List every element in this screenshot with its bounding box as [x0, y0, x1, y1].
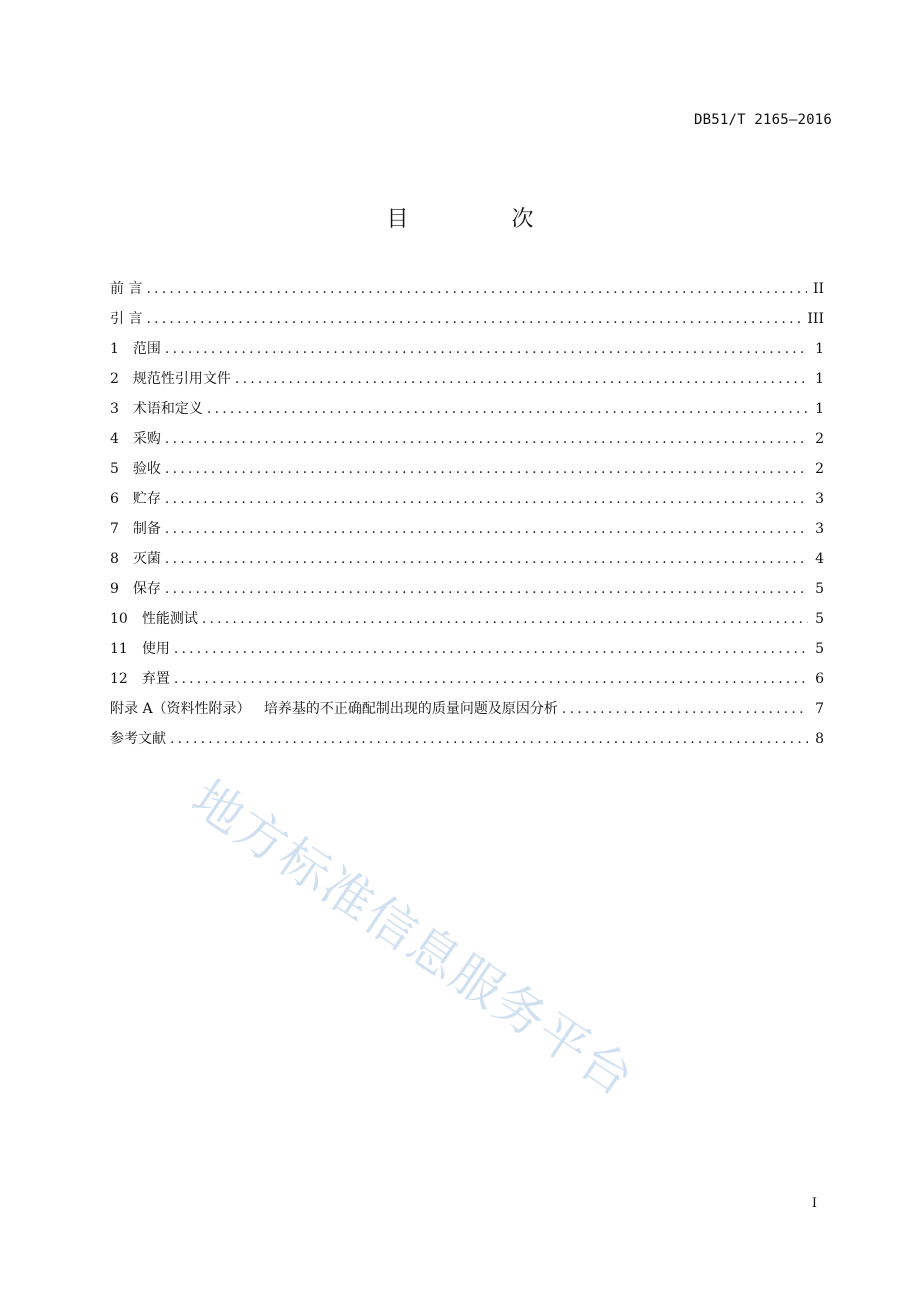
- toc-leader-dots: [146, 278, 806, 300]
- toc-leader-dots: [562, 698, 808, 720]
- toc-entry-number: 12: [110, 671, 128, 687]
- toc-entry-number: 9: [110, 581, 119, 597]
- toc-leader-dots: [170, 728, 808, 750]
- toc-leader-dots: [146, 308, 801, 330]
- page-number: I: [811, 1196, 817, 1211]
- toc-entry-page: 5: [815, 611, 824, 627]
- toc-entry-label: 使用: [141, 641, 170, 657]
- toc-entry-9[interactable]: [110, 578, 824, 608]
- toc-entry-page: II: [812, 281, 824, 297]
- toc-entry-11[interactable]: [110, 638, 824, 668]
- toc-leader-dots: [165, 458, 808, 480]
- toc-leader-dots: [165, 488, 808, 510]
- toc-leader-dots: [207, 398, 808, 420]
- toc-entry-page: 1: [815, 401, 824, 417]
- toc-entry-label: 规范性引用文件: [132, 371, 231, 387]
- toc-entry-page: 2: [815, 461, 824, 477]
- toc-entry-page: 1: [815, 341, 824, 357]
- toc-entry-number: 10: [110, 611, 128, 627]
- toc-entry-label: 制备: [132, 521, 161, 537]
- toc-entry-page: 8: [815, 731, 824, 747]
- toc-entry-number: 5: [110, 461, 119, 477]
- toc-entry-page: 6: [815, 671, 824, 687]
- toc-entry-label: 贮存: [132, 491, 161, 507]
- toc-leader-dots: [165, 428, 808, 450]
- toc-entry-label: 参考文献: [110, 731, 166, 747]
- toc-entry-page: 5: [815, 581, 824, 597]
- toc-entry-page: 4: [815, 551, 824, 567]
- toc-leader-dots: [235, 368, 808, 390]
- toc-leader-dots: [174, 668, 808, 690]
- table-of-contents: [110, 278, 824, 758]
- toc-entry-3[interactable]: [110, 398, 824, 428]
- toc-entry-label: 采购: [132, 431, 161, 447]
- toc-entry-references[interactable]: [110, 728, 824, 758]
- toc-entry-page: 7: [815, 701, 824, 717]
- toc-entry-label: 性能测试: [141, 611, 198, 627]
- toc-entry-number: 3: [110, 401, 119, 417]
- toc-entry-label: 附录 A（资料性附录） 培养基的不正确配制出现的质量问题及原因分析: [110, 701, 558, 717]
- toc-entry-page: 2: [815, 431, 824, 447]
- toc-entry-page: 1: [815, 371, 824, 387]
- toc-entry-4[interactable]: [110, 428, 824, 458]
- toc-entry-7[interactable]: [110, 518, 824, 548]
- toc-entry-number: 2: [110, 371, 119, 387]
- toc-entry-label: 验收: [132, 461, 161, 477]
- standard-code: DB51/T 2165—2016: [693, 112, 832, 128]
- toc-entry-6[interactable]: [110, 488, 824, 518]
- toc-entry-preface[interactable]: [110, 278, 824, 308]
- toc-leader-dots: [202, 608, 808, 630]
- toc-entry-number: 4: [110, 431, 119, 447]
- toc-entry-label: 术语和定义: [132, 401, 203, 417]
- toc-entry-page: 5: [815, 641, 824, 657]
- toc-entry-label: 引 言: [110, 311, 143, 327]
- toc-entry-label: 弃置: [141, 671, 170, 687]
- toc-entry-12[interactable]: [110, 668, 824, 698]
- toc-leader-dots: [174, 638, 808, 660]
- toc-entry-page: 3: [815, 491, 824, 507]
- toc-entry-5[interactable]: [110, 458, 824, 488]
- toc-entry-number: 1: [110, 341, 119, 357]
- toc-leader-dots: [165, 578, 808, 600]
- toc-entry-number: 8: [110, 551, 119, 567]
- toc-entry-8[interactable]: [110, 548, 824, 578]
- toc-entry-number: 11: [110, 641, 128, 657]
- watermark: 地方标准信息服务平台: [181, 769, 645, 1108]
- toc-entry-1[interactable]: [110, 338, 824, 368]
- toc-entry-page: III: [807, 311, 824, 327]
- toc-entry-appendix-a[interactable]: [110, 698, 824, 728]
- page-title: 目 次: [386, 207, 582, 232]
- toc-leader-dots: [165, 548, 808, 570]
- toc-entry-2[interactable]: [110, 368, 824, 398]
- toc-entry-label: 范围: [132, 341, 161, 357]
- toc-entry-10[interactable]: [110, 608, 824, 638]
- toc-entry-number: 7: [110, 521, 119, 537]
- toc-entry-number: 6: [110, 491, 119, 507]
- toc-leader-dots: [165, 338, 808, 360]
- toc-entry-label: 灭菌: [132, 551, 161, 567]
- toc-entry-label: 保存: [132, 581, 161, 597]
- toc-entry-introduction[interactable]: [110, 308, 824, 338]
- toc-leader-dots: [165, 518, 808, 540]
- toc-entry-page: 3: [815, 521, 824, 537]
- toc-entry-label: 前 言: [110, 281, 143, 297]
